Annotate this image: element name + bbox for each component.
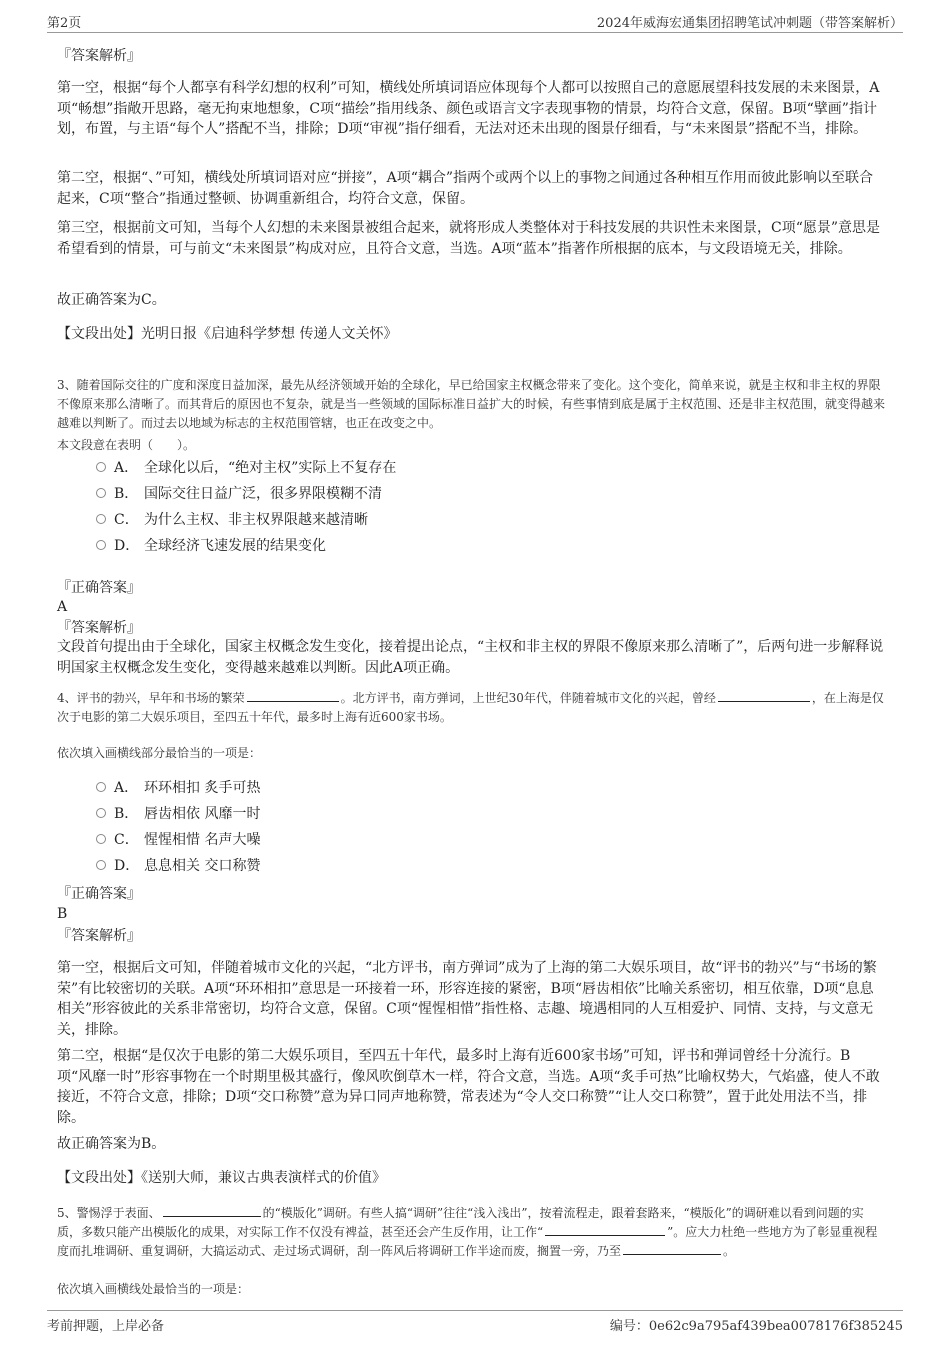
q3-answer-label: 『正确答案』: [57, 580, 141, 596]
page-footer: [47, 1310, 903, 1335]
q4-analysis-para1: 第一空，根据后文可知，伴随着城市文化的兴起，“北方评书，南方弹词”成为了上海的第二大娱乐项目，故“评书的勃兴”与“书场的繁荣”有比较密切的关联。A项“环环相扣”意思是一环接着一环，形容连接的紧密，B项“唇齿相依”比喻关系密切，相互依靠，D项“息息相关”形容彼此的关系非常密切，均符合文意，保留。C项“惺惺相惜”指性格、志趣、境遇相同的人互相爱护、同情、支持，与文意无关，排除。: [57, 960, 877, 1038]
radio-icon[interactable]: [96, 860, 106, 870]
q3-answer: A: [57, 599, 68, 615]
q3-option-d[interactable]: D． 全球经济飞速发展的结果变化: [96, 536, 326, 556]
radio-icon[interactable]: [96, 782, 106, 792]
radio-icon[interactable]: [96, 808, 106, 818]
q4-answer: B: [57, 906, 68, 922]
blank-line: [163, 1204, 261, 1217]
q3-analysis-label: 『答案解析』: [57, 620, 141, 636]
q2-analysis-para1: 第一空，根据“每个人都享有科学幻想的权利”可知，横线处所填词语应体现每个人都可以按照自己的意愿展望科技发展的未来图景，A项“畅想”指敞开思路，毫无拘束地想象，C项“描绘”指用线条、颜色或语言文字表现事物的情景，均符合文意，保留。B项“擘画”指计划，布置，与主语“每个人”搭配不当，排除；D项“审视”指仔细看，无法对还未出现的图景仔细看，与“未来图景”搭配不当，排除。: [57, 80, 880, 137]
q2-analysis-label: 『答案解析』: [57, 48, 141, 64]
q4-stem: 4、评书的勃兴，早年和书场的繁荣 。北方评书，南方弹词，上世纪30年代，伴随着城市文化的兴起，曾经 ，在上海是仅次于电影的第二大娱乐项目，至四五十年代，最多时上海有近600家书场。: [57, 691, 884, 724]
q2-analysis-para3: 第三空，根据前文可知，当每个人幻想的未来图景被组合起来，就将形成人类整体对于科技发展的共识性未来图景，C项“愿景”意思是希望看到的情景，可与前文“未来图景”构成对应，且符合文意，当选。A项“蓝本”指著作所根据的底本，与文段语境无关，排除。: [57, 220, 881, 257]
q3-question: 本文段意在表明（ ）。: [57, 438, 196, 452]
q4-option-a[interactable]: A． 环环相扣 炙手可热: [96, 778, 260, 798]
q4-answer-label: 『正确答案』: [57, 886, 141, 902]
footer-slogan: 考前押题，上岸必备: [47, 1319, 165, 1334]
q3-option-a[interactable]: A． 全球化以后，“绝对主权”实际上不复存在: [96, 458, 396, 478]
q2-analysis-para2: 第二空，根据“、”可知，横线处所填词语对应“拼接”，A项“耦合”指两个或两个以上的事物之间通过各种相互作用而彼此影响以至联合起来，C项“整合”指通过整顿、协调重新组合，均符合文意，保留。: [57, 170, 874, 207]
page-number: 第2页: [47, 16, 82, 31]
q4-conclusion: 故正确答案为B。: [57, 1136, 166, 1152]
radio-icon[interactable]: [96, 462, 106, 472]
radio-icon[interactable]: [96, 540, 106, 550]
blank-line: [718, 689, 810, 702]
q5-question: 依次填入画横线处最恰当的一项是：: [57, 1282, 250, 1296]
radio-icon[interactable]: [96, 514, 106, 524]
q5-stem: 5、警惕浮于表面、 的“模版化”调研。有些人搞“调研”往往“浅入浅出”，按着流程走，跟着套路来，“模版化”的调研难以看到问题的实质，多数只能产出模版化的成果，对实际工作不仅没有裨益，甚至还会产生反作用，让工作“ ”。应大力杜绝一些地方为了彰显重视程度而扎堆调研、重复调研，大搞运动式、走过场式调研，刮一阵风后将调研工作半途而废，搁置一旁，乃至 。: [57, 1206, 878, 1258]
blank-line: [545, 1223, 665, 1236]
q4-option-c[interactable]: C． 惺惺相惜 名声大噪: [96, 830, 260, 850]
blank-line: [623, 1242, 721, 1255]
page-header: [47, 10, 903, 33]
q4-option-b[interactable]: B． 唇齿相依 风靡一时: [96, 804, 260, 824]
blank-line: [247, 689, 339, 702]
q4-option-d[interactable]: D． 息息相关 交口称赞: [96, 856, 260, 876]
radio-icon[interactable]: [96, 834, 106, 844]
q4-source: 【文段出处】《送别大师，兼议古典表演样式的价值》: [57, 1170, 386, 1186]
q4-analysis-para2: 第二空，根据“是仅次于电影的第二大娱乐项目，至四五十年代，最多时上海有近600家书场”可知，评书和弹词曾经十分流行。B项“风靡一时”形容事物在一个时期里极其盛行，像风吹倒草木一样，符合文意，当选。A项“炙手可热”比喻权势大，气焰盛，使人不敢接近，不符合文意，排除；D项“交口称赞”意为异口同声地称赞，常表述为“令人交口称赞”“让人交口称赞”，置于此处用法不当，排除。: [57, 1048, 880, 1126]
q3-analysis: 文段首句提出由于全球化，国家主权概念发生变化，接着提出论点，“主权和非主权的界限不像原来那么清晰了”，后两句进一步解释说明国家主权概念发生变化，变得越来越难以判断。因此A项正确。: [57, 639, 884, 676]
q4-question: 依次填入画横线部分最恰当的一项是：: [57, 746, 262, 760]
q3-stem: 3、随着国际交往的广度和深度日益加深，最先从经济领域开始的全球化，早已给国家主权概念带来了变化。这个变化，简单来说，就是主权和非主权的界限不像原来那么清晰了。而其背后的原因也不复杂，就是当一些领域的国际标准日益扩大的时候，有些事情到底是属于主权范围、还是非主权范围，就变得越来越难以判断了。而过去以地域为标志的主权范围管辖，也正在改变之中。: [57, 378, 886, 430]
q3-option-b[interactable]: B． 国际交往日益广泛，很多界限模糊不清: [96, 484, 382, 504]
q4-analysis-label: 『答案解析』: [57, 928, 141, 944]
q3-option-c[interactable]: C． 为什么主权、非主权界限越来越清晰: [96, 510, 368, 530]
radio-icon[interactable]: [96, 488, 106, 498]
q2-source: 【文段出处】光明日报《启迪科学梦想 传递人文关怀》: [57, 326, 398, 342]
document-serial: 编号：0e62c9a795af439bea0078176f385245: [609, 1319, 903, 1334]
q2-conclusion: 故正确答案为C。: [57, 292, 166, 308]
document-title: 2024年威海宏通集团招聘笔试冲刺题（带答案解析）: [596, 16, 903, 31]
